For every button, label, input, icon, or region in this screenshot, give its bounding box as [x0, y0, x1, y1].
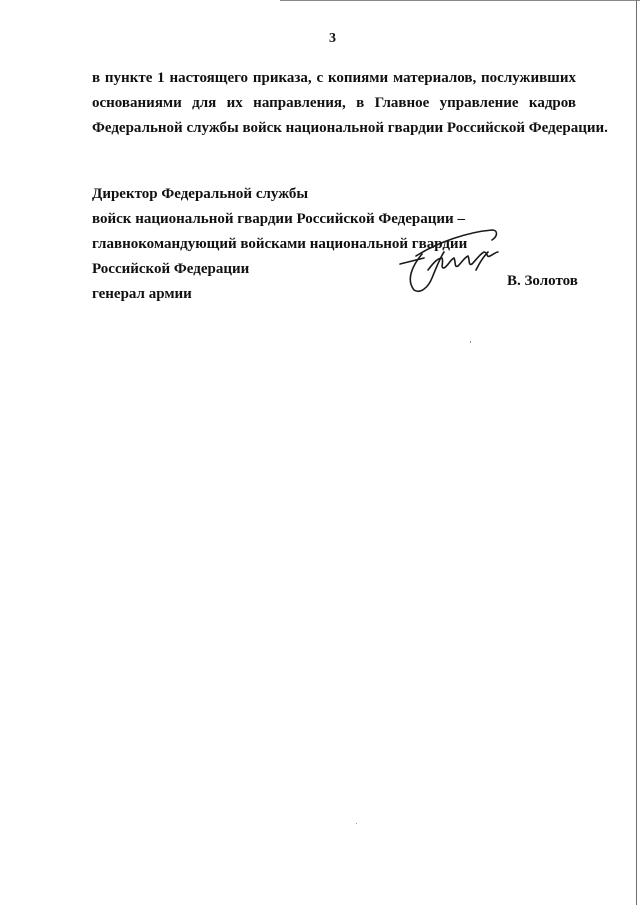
- signer-name: В. Золотов: [507, 273, 578, 289]
- body-paragraph: [92, 66, 608, 141]
- paragraph-line: в пункте 1 настоящего приказа, с копиями материалов, послуживших: [92, 70, 576, 86]
- signer-title-line: Директор Федеральной службы: [92, 186, 309, 202]
- signer-rank: генерал армии: [92, 286, 192, 302]
- paragraph-line: основаниями для их направления, в Главное управление кадров: [92, 95, 576, 111]
- paragraph-line: Федеральной службы войск национальной гвардии Российской Федерации.: [92, 120, 608, 136]
- page-edge-right: [636, 0, 637, 905]
- signer-title-line: главнокомандующий войсками национальной гвардии: [92, 236, 468, 252]
- page-number: 3: [329, 31, 336, 46]
- signer-title-line: войск национальной гвардии Российской Федерации –: [92, 211, 465, 227]
- signer-title-line: Российской Федерации: [92, 261, 250, 277]
- scan-speck: [356, 823, 357, 824]
- page-edge-top: [280, 0, 640, 1]
- handwritten-signature: [398, 222, 508, 294]
- scan-speck: [470, 341, 471, 343]
